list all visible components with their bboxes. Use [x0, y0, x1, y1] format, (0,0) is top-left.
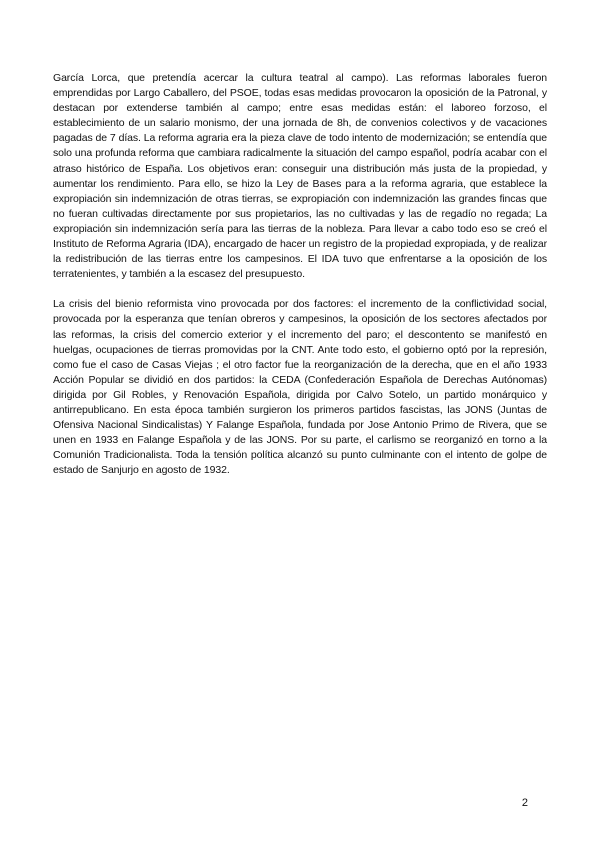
page-number: 2: [521, 797, 528, 809]
document-body: [53, 71, 547, 478]
paragraph-reforms: García Lorca, que pretendía acercar la cultura teatral al campo). Las reformas laborales fueron emprendidas por Largo Caballero, del PSOE, todas esas medidas provocaron la oposición de la Patronal, y destacan por extenderse también al campo; entre esas medidas están: el laboreo forzoso, el establecimiento de un salario monismo, der una jornada de 8h, de convenios colectivos y de vacaciones pagadas de 7 días. La reforma agraria era la pieza clave de todo intento de modernización; se entendía que solo una profunda reforma que cambiara radicalmente la situación del campo español, podría acabar con el atraso histórico de España. Los objetivos eran: conseguir una distribución más justa de la propiedad, y aumentar los rendimiento. Para ello, se hizo la Ley de Bases para a la reforma agraria, que establece la expropiación sin indemnización de otras tierras, se expropiación con indemnización las grandes fincas que no fueran cultivadas directamente por sus propietarios, las no cultivadas y las de regadío no regada; La expropiación sin indemnización sería para las tierras de la nobleza. Para llevar a cabo todo eso se creó el Instituto de Reforma Agraria (IDA), encargado de hacer un registro de la propiedad expropiada, y de realizar la redistribución de las tierras entre los campesinos. El IDA tuvo que enfrentarse a la oposición de los terratenientes, y también a la escasez del presupuesto.: [53, 72, 547, 281]
paragraph-crisis: La crisis del bienio reformista vino provocada por dos factores: el incremento de la conflictividad social, provocada por la esperanza que tenían obreros y campesinos, la oposición de los sectores afectados por las reformas, la crisis del comercio exterior y el incremento del paro; el descontento se manifestó en huelgas, ocupaciones de tierras promovidas por la CNT. Ante todo esto, el gobierno optó por la represión, como fue el caso de Casas Viejas ; el otro factor fue la reorganización de la derecha, que en el año 1933 Acción Popular se dividió en dos partidos: la CEDA (Confederación Española de Derechas Autónomas) dirigida por Gil Robles, y Renovación Española, dirigida por Calvo Sotelo, un partido monárquico y antirrepublicano. En esta época también surgieron los primeros partidos fascistas, las JONS (Juntas de Ofensiva Nacional Sindicalistas) Y Falange Española, fundada por Jose Antonio Primo de Rivera, que se unen en 1933 en Falange Española y de las JONS. Por su parte, el carlismo se reorganizó en torno a la Comunión Tradicionalista. Toda la tensión política alcanzó su punto culminante con el intento de golpe de estado de Sanjurjo en agosto de 1932.: [53, 298, 547, 477]
